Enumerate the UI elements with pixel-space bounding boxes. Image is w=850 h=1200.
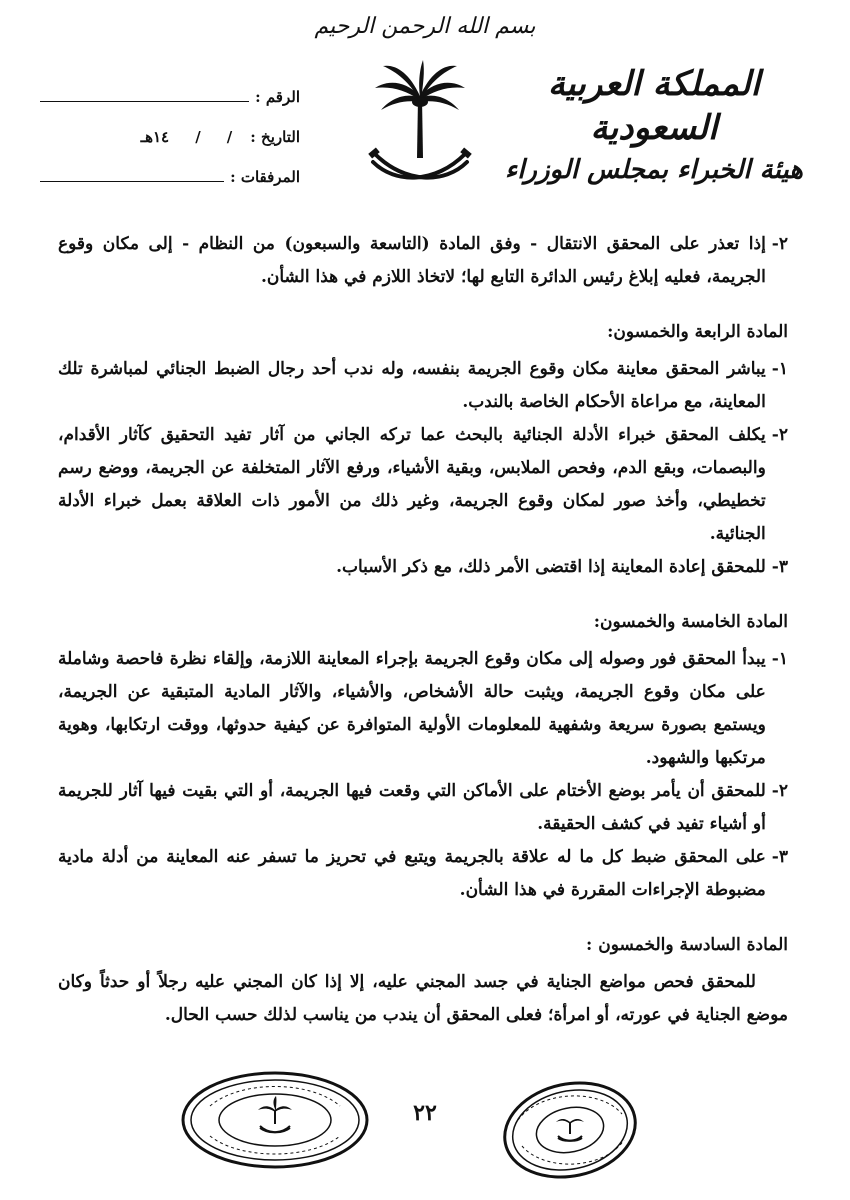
item-number: ٢- bbox=[771, 234, 788, 254]
article-55-title: المادة الخامسة والخمسون: bbox=[593, 612, 788, 632]
number-field bbox=[40, 66, 300, 106]
reference-fields bbox=[40, 66, 300, 186]
item-text: للمحقق إعادة المعاينة إذا اقتضى الأمر ذلك، مع ذكر الأسباب. bbox=[336, 557, 766, 577]
attachments-label: المرفقات : bbox=[230, 168, 300, 186]
item-text: يكلف المحقق خبراء الأدلة الجنائية بالبحث عما تركه الجاني من آثار تفيد التحقيق كآثار الأقدام، والبصمات، وبقع الدم، وفحص الملابس، وبقية الأشياء، ورفع الآثار المتخلفة عن الجريمة، ووضع رسم تخطيطي، وأخذ صور لمكان وقوع الجريمة، وغير ذلك من الأمور ذات العلاقة بعمل خبراء الأدلة الجنائية. bbox=[58, 425, 766, 544]
organization-name bbox=[504, 62, 804, 190]
item-text: يبدأ المحقق فور وصوله إلى مكان وقوع الجريمة بإجراء المعاينة اللازمة، وإلقاء نظرة فاحصة وشاملة على مكان وقوع الجريمة، ويثبت حالة الأشخاص، والأشياء، والآثار المادية المتبقية عن الجريمة، ويستمع بصورة سريعة وشفهية للمعلومات الأولية المتوافرة عن كيفية حدوثها، ووقت ارتكابها، وهوية مرتكبها والشهود. bbox=[58, 649, 766, 768]
item-number: ٢- bbox=[771, 425, 788, 445]
item-text: يباشر المحقق معاينة مكان وقوع الجريمة بنفسه، وله ندب أحد رجال الضبط الجنائي لمباشرة تلك المعاينة، مع مراعاة الأحكام الخاصة بالندب. bbox=[58, 359, 766, 412]
number-line bbox=[40, 100, 249, 102]
page-number: ٢٢ bbox=[413, 1100, 437, 1126]
date-value: / / ١٤هـ bbox=[140, 128, 233, 146]
official-seal-icon bbox=[180, 1070, 370, 1170]
list-item bbox=[58, 228, 788, 294]
list-item bbox=[58, 353, 788, 419]
org-line-2: هيئة الخبراء بمجلس الوزراء bbox=[504, 155, 803, 185]
saudi-emblem-icon bbox=[365, 58, 475, 190]
date-label: التاريخ : bbox=[250, 128, 300, 146]
attachments-line bbox=[40, 180, 224, 182]
date-field bbox=[40, 106, 300, 146]
item-number: ٣- bbox=[771, 557, 788, 577]
attachments-field bbox=[40, 146, 300, 186]
list-item bbox=[58, 775, 788, 841]
item-text: على المحقق ضبط كل ما له علاقة بالجريمة ويتبع في تحريز ما تسفر عنه المعاينة من أدلة مادية مضبوطة الإجراءات المقررة في هذا الشأن. bbox=[58, 847, 766, 900]
document-body bbox=[58, 228, 788, 1032]
item-text: إذا تعذر على المحقق الانتقال - وفق المادة (التاسعة والسبعون) من النظام - إلى مكان وقوع الجريمة، فعليه إبلاغ رئيس الدائرة التابع لها؛ لاتخاذ اللازم في هذا الشأن. bbox=[58, 234, 766, 287]
article-56-title: المادة السادسة والخمسون : bbox=[586, 935, 788, 955]
item-number: ٣- bbox=[771, 847, 788, 867]
list-item bbox=[58, 841, 788, 907]
list-item bbox=[58, 643, 788, 775]
item-number: ١- bbox=[771, 359, 788, 379]
article-56-text: للمحقق فحص مواضع الجناية في جسد المجني عليه، إلا إذا كان المجني عليه رجلاً أو حدثاً وكان موضع الجناية في عورته، أو امرأة؛ فعلى المحقق أن يندب من يناسب لذلك حسب الحال. bbox=[58, 972, 788, 1025]
list-item bbox=[58, 419, 788, 551]
article-54-title: المادة الرابعة والخمسون: bbox=[607, 322, 788, 342]
basmala: بسم الله الرحمن الرحيم bbox=[314, 14, 536, 39]
official-seal-icon bbox=[500, 1080, 640, 1180]
list-item bbox=[58, 551, 788, 584]
org-line-1: المملكة العربية السعودية bbox=[547, 64, 761, 148]
item-number: ٢- bbox=[771, 781, 788, 801]
item-number: ١- bbox=[771, 649, 788, 669]
number-label: الرقم : bbox=[255, 88, 300, 106]
item-text: للمحقق أن يأمر بوضع الأختام على الأماكن التي وقعت فيها الجريمة، أو التي بقيت فيها آثار للجريمة أو أشياء تفيد في كشف الحقيقة. bbox=[58, 781, 766, 834]
